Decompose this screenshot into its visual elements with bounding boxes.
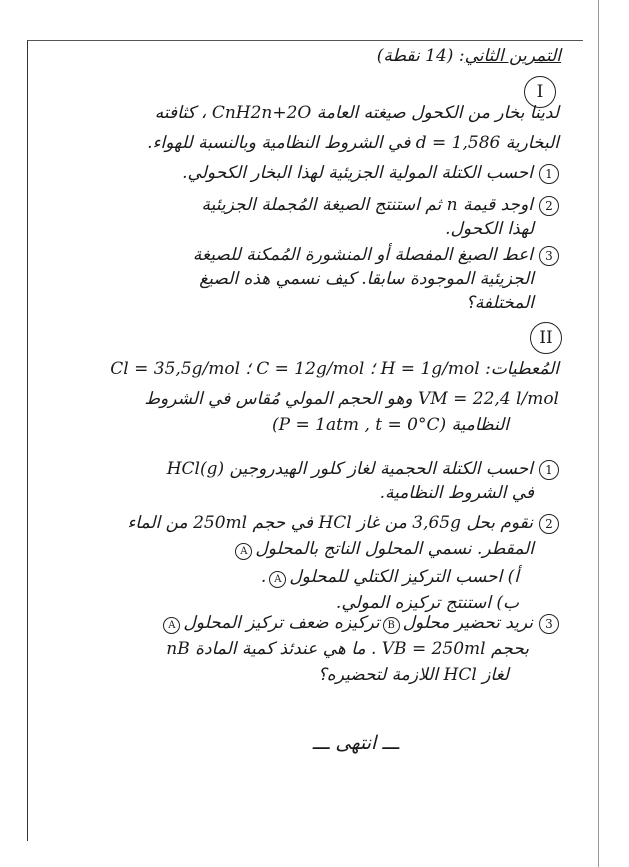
part1-q1 — [182, 162, 559, 184]
part1-q2-cont: لهذا الكحول. — [445, 219, 534, 239]
q-text: نريد تحضير محلول — [402, 613, 533, 633]
q-number: 2 — [539, 196, 559, 216]
q-number: 1 — [539, 164, 559, 184]
page-edge — [598, 0, 599, 867]
q-text: تركيزه ضعف تركيز المحلول — [183, 613, 380, 633]
points: (14 نقطة) — [376, 46, 454, 66]
part2-q1-cont: في الشروط النظامية. — [379, 483, 534, 503]
q-number: 3 — [539, 614, 559, 634]
solution-a-mark: A — [269, 571, 286, 588]
end-mark: ـــ انتهى ـــ — [312, 732, 399, 754]
part2-q2-a: أ) احسب التركيز الكتلي للمحلولA. — [260, 567, 519, 587]
q-text: نقوم بحل 3,65g من غاز HCl في حجم 250ml من الماء — [127, 513, 533, 533]
givens-3: النظامية (P = 1atm , t = 0°C) — [272, 415, 509, 435]
q-text: اوجد قيمة n ثم استنتج الصيغة المُجملة الجزيئية — [201, 195, 533, 215]
exercise-title: التمرين الثاني: (14 نقطة) — [376, 46, 561, 66]
part2-q3-cont2: لغاز HCl اللازمة لتحضيره؟ — [317, 665, 509, 685]
solution-a-mark: A — [163, 617, 180, 634]
part2-q2-b — [336, 592, 519, 614]
part1-q3 — [193, 244, 559, 266]
part1-q2 — [202, 194, 559, 216]
q-number: 1 — [539, 460, 559, 480]
part2-q3-cont: بحجم VB = 250ml . ما هي عندئذ كمية المادة nB — [166, 639, 529, 659]
givens-2: VM = 22,4 l/mol وهو الحجم المولي مُقاس في الشروط — [144, 389, 559, 409]
q-number: 2 — [539, 514, 559, 534]
solution-b-mark: B — [383, 617, 400, 634]
exercise-frame — [27, 40, 583, 841]
part-1-label: I — [524, 76, 556, 108]
sub-label: ب) — [496, 593, 519, 613]
q-text: اعط الصيغ المفصلة أو المنشورة المُمكنة للصيغة — [192, 245, 533, 265]
sub-label: أ) — [507, 567, 519, 587]
part-2-label: II — [530, 322, 562, 354]
part1-intro-2: البخارية d = 1,586 في الشروط النظامية وبالنسبة للهواء. — [147, 133, 559, 153]
q-text: احسب الكتلة الحجمية لغاز كلور الهيدروجين HCl(g) — [166, 459, 533, 479]
part1-q3-cont2: المختلفة؟ — [465, 293, 534, 313]
q-number: 3 — [539, 246, 559, 266]
part1-intro-1: لدينا بخار من الكحول صيغته العامة CnH2n+2O ، كثافته — [154, 103, 559, 123]
part2-q2-cont — [232, 538, 534, 560]
givens-1: المُعطيات: H = 1g/mol ؛ C = 12g/mol ؛ Cl = 35,5g/mol — [110, 359, 559, 379]
part2-q2 — [127, 512, 559, 534]
solution-a-mark: A — [235, 543, 252, 560]
q-text: المقطر. نسمي المحلول الناتج بالمحلول — [255, 539, 534, 559]
title-text: التمرين الثاني — [464, 46, 561, 66]
q-text: احسب التركيز الكتلي للمحلول — [289, 567, 503, 587]
part1-q3-cont: الجزيئية الموجودة سابقا. كيف نسمي هذه الصيغ — [199, 269, 534, 289]
part2-q1 — [167, 458, 559, 480]
q-text: احسب الكتلة المولية الجزيئية لهذا البخار الكحولي. — [182, 163, 533, 183]
q-text: استنتج تركيزه المولي. — [335, 593, 491, 613]
part2-q3 — [160, 612, 559, 634]
